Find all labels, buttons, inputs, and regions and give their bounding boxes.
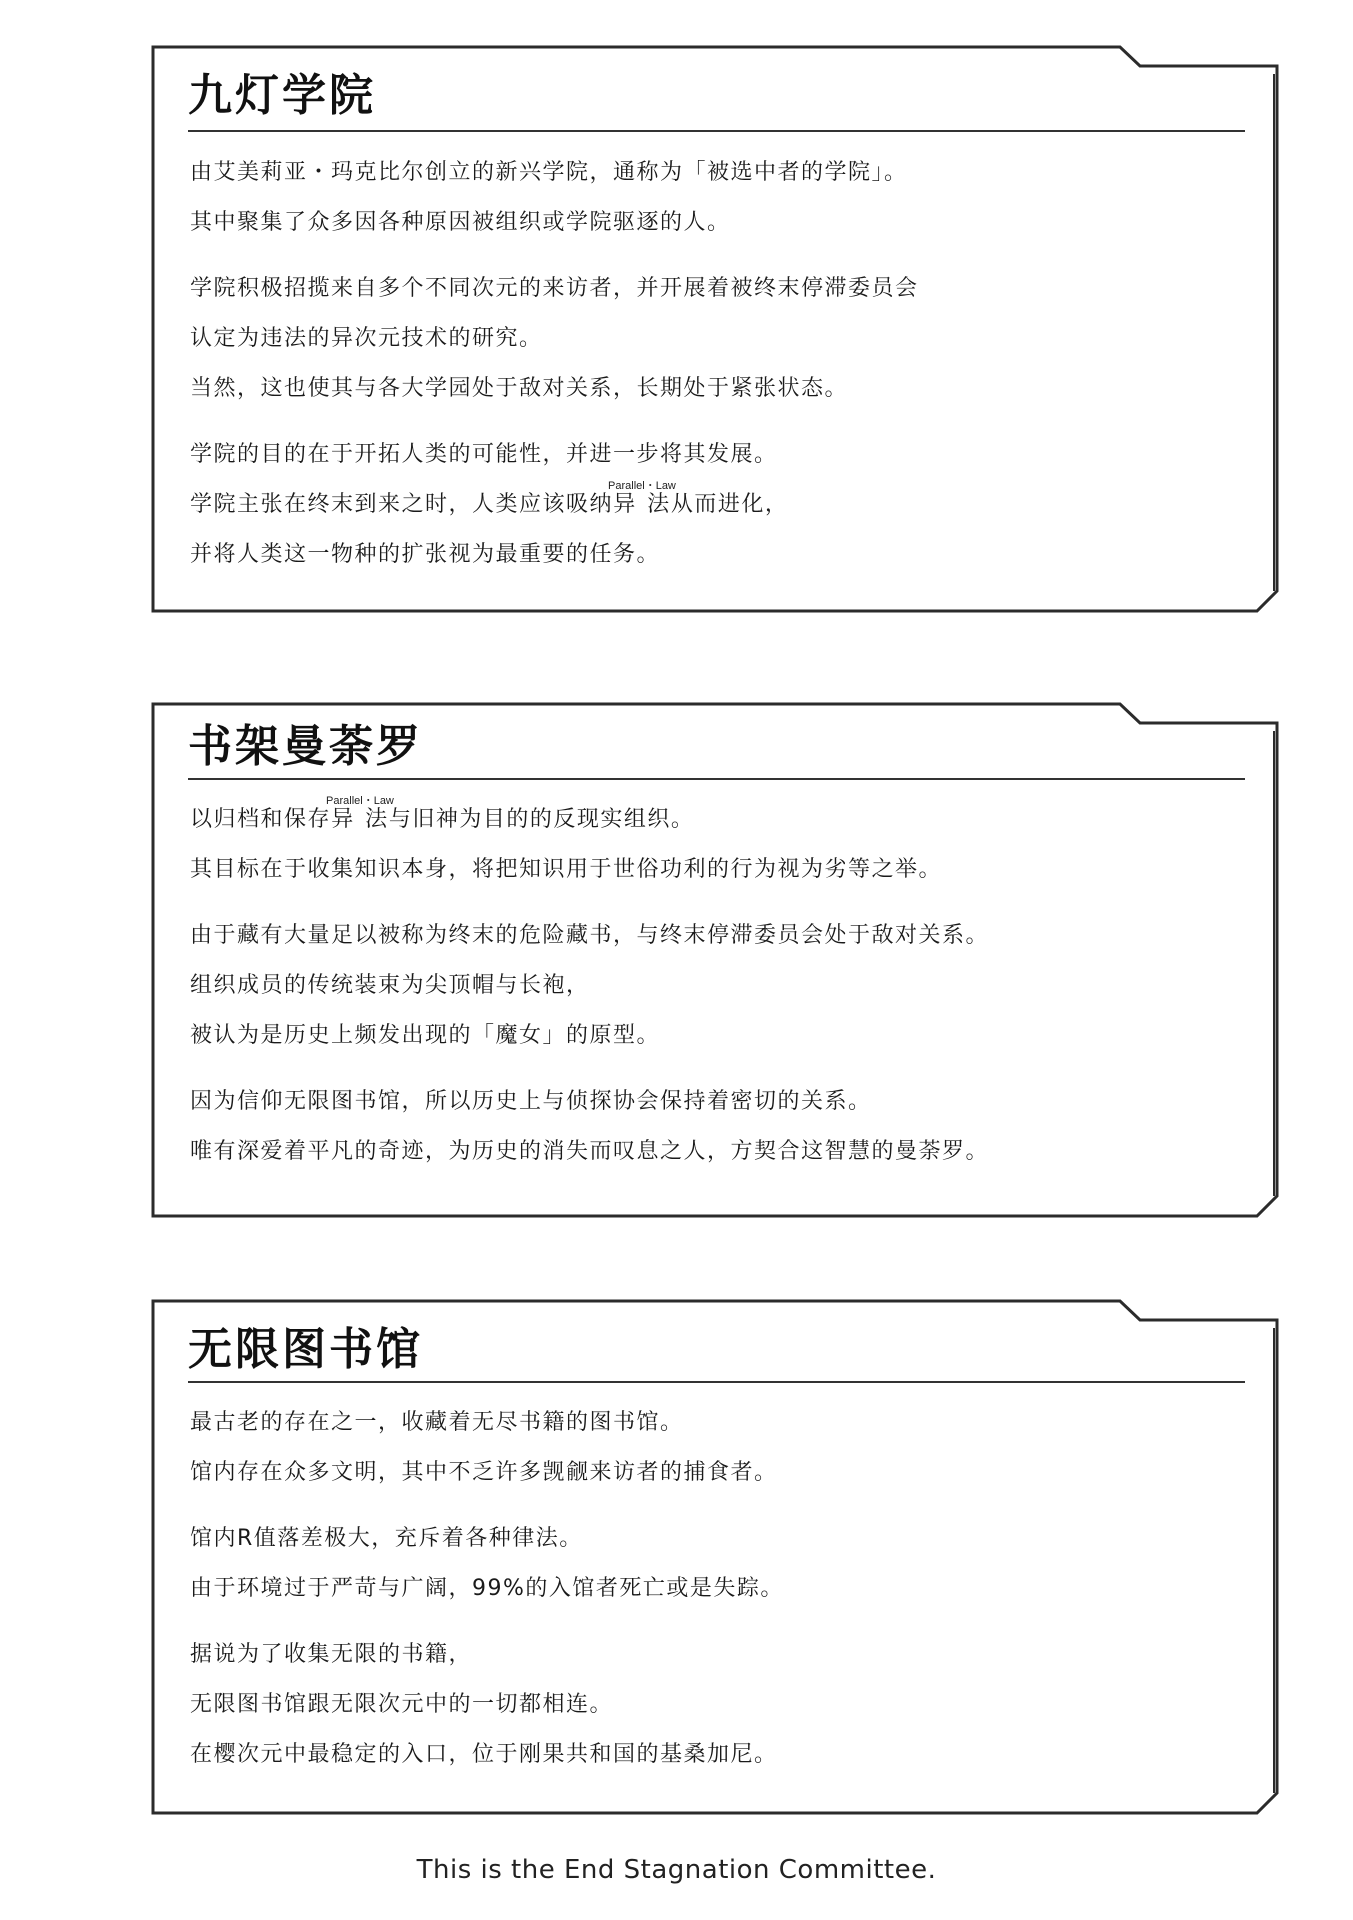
text-segment: 从而进化， bbox=[670, 492, 789, 517]
panel-bookshelf-mandala bbox=[152, 703, 1277, 1216]
text-segment: 以归档和保存 bbox=[190, 807, 332, 832]
text-line-with-ruby bbox=[190, 480, 1237, 530]
text-line: 当然，这也使其与各大学园处于敌对关系，长期处于紧张状态。 bbox=[190, 376, 849, 401]
text-line: 组织成员的传统装束为尖顶帽与长袍， bbox=[190, 973, 590, 998]
text-line: 馆内R值落差极大，充斥着各种律法。 bbox=[190, 1526, 583, 1551]
text-line: 由艾美莉亚・玛克比尔创立的新兴学院，通称为「被选中者的学院」。 bbox=[190, 160, 908, 185]
panel-body bbox=[190, 1398, 1237, 1780]
text-line: 唯有深爱着平凡的奇迹，为历史的消失而叹息之人，方契合这智慧的曼荼罗。 bbox=[190, 1139, 990, 1164]
text-segment: 与旧神为目的的反现实组织。 bbox=[388, 807, 695, 832]
text-line: 学院积极招揽来自多个不同次元的来访者，并开展着被终末停滞委员会 bbox=[190, 276, 919, 301]
panel-body bbox=[190, 795, 1237, 1177]
text-line: 无限图书馆跟无限次元中的一切都相连。 bbox=[190, 1692, 614, 1717]
paragraph bbox=[190, 1398, 1237, 1498]
text-line: 据说为了收集无限的书籍， bbox=[190, 1642, 473, 1667]
paragraph bbox=[190, 911, 1237, 1061]
title-divider bbox=[188, 130, 1245, 132]
paragraph bbox=[190, 1514, 1237, 1614]
text-line: 由于环境过于严苛与广阔，99%的入馆者死亡或是失踪。 bbox=[190, 1576, 784, 1601]
title-divider bbox=[188, 1381, 1245, 1383]
ruby-annotation: Parallel・Law bbox=[326, 795, 394, 807]
panel-infinite-library bbox=[152, 1300, 1277, 1813]
text-line: 馆内存在众多文明，其中不乏许多觊觎来访者的捕食者。 bbox=[190, 1460, 778, 1485]
panel-jiudeng-academy bbox=[152, 46, 1277, 611]
text-line: 由于藏有大量足以被称为终末的危险藏书，与终末停滞委员会处于敌对关系。 bbox=[190, 923, 990, 948]
text-line: 其中聚集了众多因各种原因被组织或学院驱逐的人。 bbox=[190, 210, 731, 235]
text-line-with-ruby bbox=[190, 795, 1237, 845]
panel-title: 书架曼荼罗 bbox=[188, 721, 423, 772]
footer-tagline: This is the End Stagnation Committee. bbox=[416, 1855, 937, 1885]
text-line: 学院的目的在于开拓人类的可能性，并进一步将其发展。 bbox=[190, 442, 778, 467]
paragraph bbox=[190, 1630, 1237, 1780]
panel-title: 无限图书馆 bbox=[188, 1324, 423, 1375]
ruby-base: 异法 bbox=[608, 492, 676, 517]
text-line: 其目标在于收集知识本身，将把知识用于世俗功利的行为视为劣等之举。 bbox=[190, 857, 943, 882]
text-line: 被认为是历史上频发出现的「魔女」的原型。 bbox=[190, 1023, 661, 1048]
panel-title: 九灯学院 bbox=[188, 70, 376, 121]
text-line: 认定为违法的异次元技术的研究。 bbox=[190, 326, 543, 351]
text-line: 因为信仰无限图书馆，所以历史上与侦探协会保持着密切的关系。 bbox=[190, 1089, 872, 1114]
text-segment: 学院主张在终末到来之时，人类应该吸纳 bbox=[190, 492, 614, 517]
paragraph bbox=[190, 1077, 1237, 1177]
paragraph bbox=[190, 795, 1237, 895]
title-divider bbox=[188, 778, 1245, 780]
ruby-term bbox=[608, 480, 676, 517]
ruby-term bbox=[326, 795, 394, 832]
text-line: 在樱次元中最稳定的入口，位于刚果共和国的基桑加尼。 bbox=[190, 1742, 778, 1767]
paragraph bbox=[190, 430, 1237, 580]
ruby-base: 异法 bbox=[326, 807, 394, 832]
text-line: 最古老的存在之一，收藏着无尽书籍的图书馆。 bbox=[190, 1410, 684, 1435]
panel-body bbox=[190, 148, 1237, 580]
paragraph bbox=[190, 148, 1237, 248]
text-line: 并将人类这一物种的扩张视为最重要的任务。 bbox=[190, 542, 661, 567]
paragraph bbox=[190, 264, 1237, 414]
ruby-annotation: Parallel・Law bbox=[608, 480, 676, 492]
